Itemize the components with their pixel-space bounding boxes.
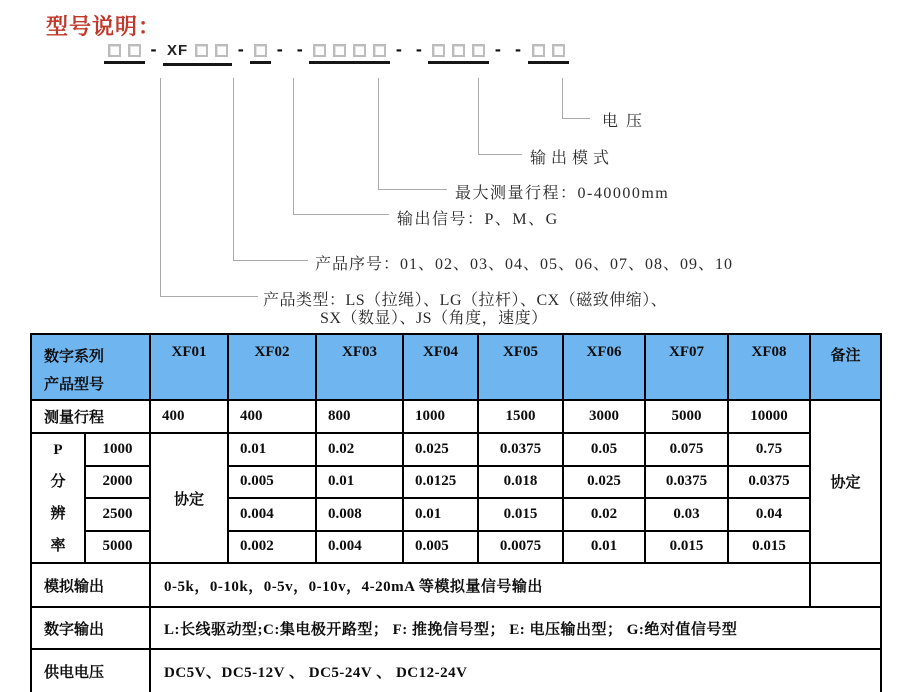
resolution-points-cell: 5000: [85, 531, 150, 564]
header-model-xf07: XF07: [645, 334, 728, 400]
model-digit-box: [432, 44, 445, 57]
callout-line-max-stroke-vertical: [378, 78, 379, 189]
stroke-value: 800: [316, 400, 403, 433]
stroke-value: 400: [228, 400, 316, 433]
resolution-label-char: 率: [50, 538, 66, 554]
model-digit-box: [195, 44, 208, 57]
model-digit-box: [313, 44, 326, 57]
resolution-label-char: 辨: [50, 506, 66, 522]
header-model-xf01: XF01: [150, 334, 228, 400]
header-model-xf04: XF04: [403, 334, 478, 400]
header-model-xf05: XF05: [478, 334, 563, 400]
resolution-value: 0.008: [316, 498, 403, 531]
callout-product-type-line2: SX（数显）、JS（角度，速度）: [320, 310, 548, 327]
analog-output-label: 模拟输出: [31, 563, 150, 607]
resolution-value: 0.004: [228, 498, 316, 531]
model-digit-box: [333, 44, 346, 57]
xf01-note-cell: 协定: [150, 433, 228, 563]
resolution-value: 0.0375: [728, 466, 810, 499]
model-digit-box: [373, 44, 386, 57]
callout-line-output-signal-horizontal: [293, 214, 389, 215]
page-title: 型号说明：: [46, 14, 162, 39]
table-header-row: [31, 334, 881, 400]
model-separator: -: [149, 41, 160, 59]
power-supply-value: DC5V、DC5-12V 、 DC5-24V 、 DC12-24V: [150, 649, 881, 692]
header-series-line2: 产品型号: [44, 377, 105, 393]
resolution-value: 0.015: [478, 498, 563, 531]
stroke-row-label: 测量行程: [31, 400, 150, 433]
model-separator: -: [236, 41, 247, 59]
stroke-value: 400: [150, 400, 228, 433]
resolution-value: 0.025: [563, 466, 645, 499]
callout-line-output-signal-vertical: [293, 78, 294, 214]
model-prefix-xf: XF: [167, 42, 189, 59]
model-group-signal: [250, 42, 271, 64]
resolution-value: 0.01: [228, 433, 316, 466]
header-remark-cell: 备注: [810, 334, 881, 400]
resolution-value: 0.0125: [403, 466, 478, 499]
model-group-outmode: [428, 42, 489, 64]
callout-line-output-mode-vertical: [478, 78, 479, 154]
callout-line-voltage-vertical: [562, 78, 563, 118]
callout-product-serial: 产品序号：01、02、03、04、05、06、07、08、09、10: [315, 256, 734, 273]
callout-line-output-mode-horizontal: [478, 154, 522, 155]
resolution-value: 0.05: [563, 433, 645, 466]
power-supply-label: 供电电压: [31, 649, 150, 692]
callout-line-product-type-horizontal: [160, 296, 258, 297]
model-digit-box: [472, 44, 485, 57]
remark-note-cell: 协定: [810, 400, 881, 563]
model-digit-box: [452, 44, 465, 57]
resolution-value: 0.0075: [478, 531, 563, 564]
resolution-value: 0.004: [316, 531, 403, 564]
resolution-value: 0.03: [645, 498, 728, 531]
resolution-value: 0.018: [478, 466, 563, 499]
resolution-points-cell: 2500: [85, 498, 150, 531]
model-digit-box: [254, 44, 267, 57]
model-digit-box: [128, 44, 141, 57]
power-supply-row: [31, 649, 881, 692]
model-group-series: [163, 40, 232, 66]
resolution-value: 0.005: [403, 531, 478, 564]
analog-output-value: 0-5k，0-10k，0-5v，0-10v，4-20mA 等模拟量信号输出: [150, 563, 810, 607]
header-model-xf02: XF02: [228, 334, 316, 400]
resolution-group-label: [31, 433, 85, 563]
callout-line-product-serial-horizontal: [233, 260, 308, 261]
model-digit-box: [353, 44, 366, 57]
stroke-value: 1000: [403, 400, 478, 433]
resolution-value: 0.015: [728, 531, 810, 564]
digital-output-value: L:长线驱动型;C:集电极开路型； F: 推挽信号型； E: 电压输出型； G:绝对值信号型: [150, 607, 881, 649]
resolution-value: 0.01: [316, 466, 403, 499]
model-digit-box: [108, 44, 121, 57]
resolution-row-1000: [31, 433, 881, 466]
callout-line-voltage-horizontal: [562, 118, 590, 119]
analog-output-row: [31, 563, 881, 607]
model-separator: - -: [493, 41, 524, 59]
resolution-points-cell: 1000: [85, 433, 150, 466]
stroke-value: 3000: [563, 400, 645, 433]
header-series-line1: 数字系列: [44, 349, 105, 365]
model-separator: - -: [394, 41, 425, 59]
resolution-value: 0.75: [728, 433, 810, 466]
resolution-value: 0.025: [403, 433, 478, 466]
resolution-value: 0.0375: [478, 433, 563, 466]
spec-table: [30, 333, 882, 692]
resolution-value: 0.015: [645, 531, 728, 564]
callout-max-stroke: 最大测量行程：0-40000mm: [455, 185, 670, 202]
model-digit-box: [532, 44, 545, 57]
model-digit-box: [215, 44, 228, 57]
resolution-value: 0.02: [316, 433, 403, 466]
callout-output-signal: 输出信号：P、M、G: [397, 211, 559, 228]
digital-output-row: [31, 607, 881, 649]
resolution-value: 0.0375: [645, 466, 728, 499]
resolution-value: 0.01: [563, 531, 645, 564]
model-group-type: [104, 42, 145, 64]
callout-output-mode: 输出模式: [530, 150, 615, 167]
resolution-value: 0.04: [728, 498, 810, 531]
callout-product-type-line1: 产品类型：LS（拉绳）、LG（拉杆）、CX（磁致伸缩）、: [263, 292, 668, 309]
model-group-voltage: [528, 42, 569, 64]
resolution-value: 0.02: [563, 498, 645, 531]
callout-line-product-serial-vertical: [233, 78, 234, 260]
resolution-value: 0.075: [645, 433, 728, 466]
stroke-value: 1500: [478, 400, 563, 433]
resolution-label-char: P: [53, 442, 63, 458]
resolution-points-cell: 2000: [85, 466, 150, 499]
resolution-label-char: 分: [50, 474, 66, 490]
header-model-xf06: XF06: [563, 334, 645, 400]
remark-empty-cell: [810, 563, 881, 607]
stroke-value: 5000: [645, 400, 728, 433]
resolution-value: 0.002: [228, 531, 316, 564]
callout-line-max-stroke-horizontal: [378, 189, 447, 190]
model-group-stroke: [309, 42, 390, 64]
callout-voltage: 电压: [602, 113, 651, 130]
model-separator: - -: [275, 41, 306, 59]
resolution-value: 0.01: [403, 498, 478, 531]
resolution-value: 0.005: [228, 466, 316, 499]
stroke-value: 10000: [728, 400, 810, 433]
callout-line-product-type-vertical: [160, 78, 161, 296]
model-digit-box: [552, 44, 565, 57]
header-model-xf03: XF03: [316, 334, 403, 400]
header-series-cell: [31, 334, 150, 400]
stroke-row: [31, 400, 881, 433]
header-model-xf08: XF08: [728, 334, 810, 400]
digital-output-label: 数字输出: [31, 607, 150, 649]
model-number-format: [104, 40, 569, 66]
